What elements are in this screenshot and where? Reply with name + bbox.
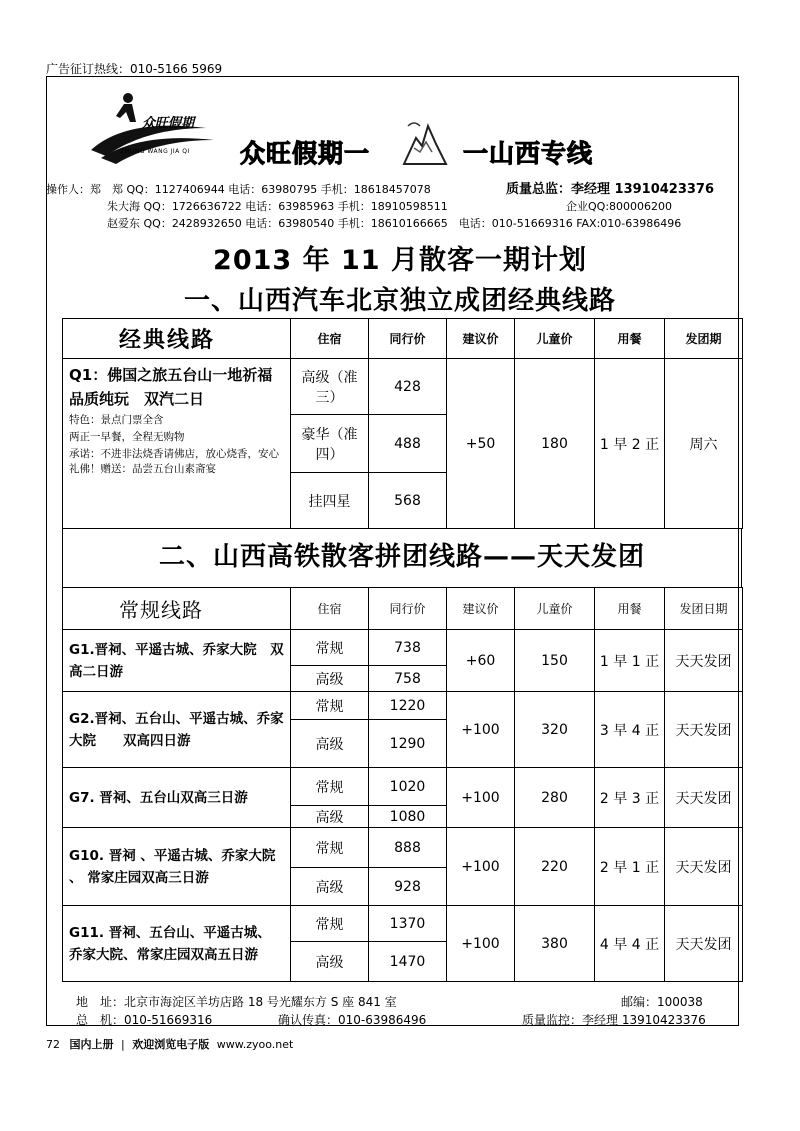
child-price-cell: 320 <box>515 692 595 768</box>
logo-english-name: ZHONG WANG JIA QI <box>120 148 190 155</box>
lodging-cell: 常规 <box>291 906 369 942</box>
logo-chinese-name: 众旺假期 <box>142 116 195 131</box>
price-cell: 568 <box>369 473 447 529</box>
departure-cell: 周六 <box>665 359 743 529</box>
price-cell: 1370 <box>369 906 447 942</box>
switchboard: 总 机：010-51669316 <box>76 1013 213 1027</box>
header-suggested-price: 建议价 <box>447 319 515 359</box>
meals-cell: 2 早 1 正 <box>595 828 665 906</box>
departure-cell: 天天发团 <box>665 692 743 768</box>
route-g10-name: G10. 晋祠 、平遥古城、乔家大院 、 常家庄园双高三日游 <box>63 828 291 906</box>
ad-hotline: 广告征订热线：010-5166 5969 <box>46 62 223 76</box>
route-q1-desc-3: 承诺：不进非法烧香请佛店，放心烧香，安心礼佛！赠送：品尝五台山素斋宴 <box>69 448 279 475</box>
header-child-price: 儿童价 <box>515 319 595 359</box>
header-classic-route: 经典线路 <box>63 319 291 359</box>
price-cell: 488 <box>369 415 447 473</box>
suggested-price-cell: +100 <box>447 768 515 828</box>
suggested-price-cell: +50 <box>447 359 515 529</box>
meals-cell: 2 早 3 正 <box>595 768 665 828</box>
departure-cell: 天天发团 <box>665 768 743 828</box>
contact-row-1: 操作人：郑 郑 QQ：1127406944 电话：63980795 手机：18618457078 <box>46 183 431 196</box>
lodging-cell: 常规 <box>291 692 369 720</box>
rail-route-table <box>62 587 743 982</box>
price-cell: 1290 <box>369 720 447 768</box>
brand-subtitle: 一山西专线 <box>463 139 594 168</box>
mountain-icon <box>400 118 450 166</box>
route-g7-name: G7. 晋祠、五台山双高三日游 <box>63 768 291 828</box>
footer-section: 国内上册 <box>69 1038 114 1051</box>
lodging-cell: 高级 <box>291 720 369 768</box>
contact-row-2: 朱大海 QQ：1726636722 电话：63985963 手机：18910598511 <box>107 200 448 213</box>
classic-route-table <box>62 318 743 529</box>
route-q1-name: Q1：佛国之旅五台山一地祈福品质纯玩 双汽二日 <box>69 366 273 408</box>
section-2-banner <box>62 528 742 588</box>
lodging-cell: 高级 <box>291 666 369 692</box>
lodging-cell: 常规 <box>291 828 369 868</box>
route-g2-name: G2.晋祠、五台山、平遥古城、乔家大院 双高四日游 <box>63 692 291 768</box>
lodging-cell: 高级（准三） <box>291 359 369 415</box>
child-price-cell: 380 <box>515 906 595 982</box>
suggested-price-cell: +100 <box>447 828 515 906</box>
departure-cell: 天天发团 <box>665 828 743 906</box>
child-price-cell: 220 <box>515 828 595 906</box>
page-title: 2013 年 11 月散客一期计划 <box>213 245 587 276</box>
header-trade-price: 同行价 <box>369 588 447 630</box>
page-number: 72 <box>46 1038 60 1051</box>
route-g11-name: G11. 晋祠、五台山、平遥古城、乔家大院、常家庄园双高五日游 <box>63 906 291 982</box>
lodging-cell: 常规 <box>291 768 369 806</box>
postcode: 邮编：100038 <box>621 995 703 1009</box>
price-cell: 758 <box>369 666 447 692</box>
header-regular-route: 常规线路 <box>63 588 291 630</box>
footer-site-link[interactable]: www.zyoo.net <box>216 1038 294 1051</box>
footer-slogan: 欢迎浏览电子版 <box>132 1038 210 1051</box>
header-trade-price: 同行价 <box>369 319 447 359</box>
suggested-price-cell: +100 <box>447 692 515 768</box>
header-departure-date: 发团日期 <box>665 588 743 630</box>
enterprise-qq: 企业QQ:800006200 <box>566 200 673 213</box>
price-cell: 1020 <box>369 768 447 806</box>
meals-cell: 3 早 4 正 <box>595 692 665 768</box>
lodging-cell: 豪华（准四） <box>291 415 369 473</box>
lodging-cell: 常规 <box>291 630 369 666</box>
header-suggested-price: 建议价 <box>447 588 515 630</box>
departure-cell: 天天发团 <box>665 906 743 982</box>
section-1-title: 一、山西汽车北京独立成团经典线路 <box>183 286 616 316</box>
company-address: 地 址：北京市海淀区羊坊店路 18 号光耀东方 S 座 841 室 <box>76 995 397 1009</box>
footer-divider: | <box>121 1038 125 1051</box>
suggested-price-cell: +60 <box>447 630 515 692</box>
child-price-cell: 280 <box>515 768 595 828</box>
meals-cell: 1 早 1 正 <box>595 630 665 692</box>
lodging-cell: 高级 <box>291 806 369 828</box>
price-cell: 738 <box>369 630 447 666</box>
header-meals: 用餐 <box>595 588 665 630</box>
child-price-cell: 180 <box>515 359 595 529</box>
page-footer <box>46 1036 293 1052</box>
confirm-fax: 确认传真：010-63986496 <box>278 1013 427 1027</box>
header-child-price: 儿童价 <box>515 588 595 630</box>
meals-cell: 4 早 4 正 <box>595 906 665 982</box>
header-departure: 发团期 <box>665 319 743 359</box>
route-q1-cell <box>63 359 291 529</box>
section-2-title: 二、山西高铁散客拼团线路——天天发团 <box>158 542 645 572</box>
quality-monitor: 质量监控：李经理 13910423376 <box>522 1013 706 1027</box>
contact-row-3: 赵爱东 QQ：2428932650 电话：63980540 手机：18610166665 电话：010-51669316 FAX:010-63986496 <box>107 217 682 230</box>
price-cell: 1220 <box>369 692 447 720</box>
header-meals: 用餐 <box>595 319 665 359</box>
lodging-cell: 挂四星 <box>291 473 369 529</box>
price-cell: 928 <box>369 868 447 906</box>
price-cell: 1080 <box>369 806 447 828</box>
meals-cell: 1 早 2 正 <box>595 359 665 529</box>
route-g1-name: G1.晋祠、平遥古城、乔家大院 双高二日游 <box>63 630 291 692</box>
departure-cell: 天天发团 <box>665 630 743 692</box>
quality-director: 质量总监：李经理 13910423376 <box>506 182 715 197</box>
price-cell: 1470 <box>369 942 447 982</box>
child-price-cell: 150 <box>515 630 595 692</box>
price-cell: 888 <box>369 828 447 868</box>
brand-title: 众旺假期一 <box>240 139 371 168</box>
header-lodging: 住宿 <box>291 319 369 359</box>
route-q1-desc-1: 特色：景点门票全含 <box>69 414 164 426</box>
lodging-cell: 高级 <box>291 942 369 982</box>
lodging-cell: 高级 <box>291 868 369 906</box>
suggested-price-cell: +100 <box>447 906 515 982</box>
header-lodging: 住宿 <box>291 588 369 630</box>
price-cell: 428 <box>369 359 447 415</box>
route-q1-desc-2: 两正一早餐，全程无购物 <box>69 431 185 443</box>
